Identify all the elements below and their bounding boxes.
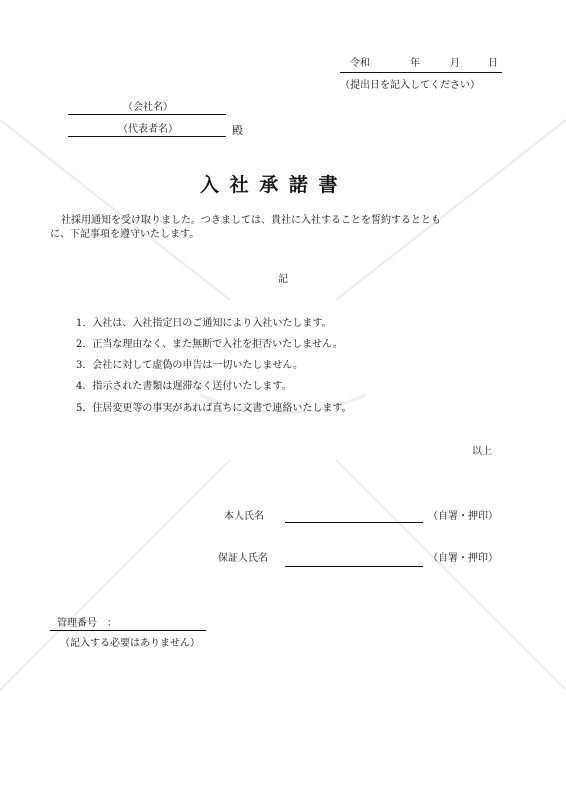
list-item: 1．入社は、入社指定日のご通知により入社いたします。: [76, 318, 332, 329]
guarantor-name-line[interactable]: [285, 566, 423, 567]
company-name-placeholder: （会社名）: [123, 102, 173, 113]
date-day: 日: [488, 58, 498, 69]
date-month: 月: [450, 58, 460, 69]
self-seal-note: （自署・押印）: [428, 511, 498, 522]
intro-line-2: に、下記事項を遵守いたします。: [50, 229, 200, 240]
date-note: （提出日を記入してください）: [340, 80, 480, 91]
company-name-line: [68, 114, 226, 115]
ki-heading: 記: [278, 274, 288, 285]
intro-line-1: 社採用通知を受け取りました。つきましては、貴社に入社することを誓約するととも: [61, 215, 441, 226]
list-item: 4．指示された書類は遅滞なく送付いたします。: [76, 381, 292, 392]
date-year: 年: [410, 58, 420, 69]
guarantor-name-label: 保証人氏名: [218, 553, 268, 564]
list-item: 2．正当な理由なく、また無断で入社を拒否いたしません。: [76, 339, 343, 350]
guarantor-seal-note: （自署・押印）: [428, 553, 498, 564]
management-number-line: [50, 630, 206, 631]
closing-ijou: 以上: [472, 446, 492, 457]
management-number-note: （記入する必要はありません）: [60, 638, 200, 649]
list-item: 5．住居変更等の事実があれば直ちに文書で連絡いたします。: [76, 403, 352, 414]
honorific: 殿: [232, 124, 243, 137]
self-name-line[interactable]: [285, 522, 423, 523]
representative-name-line: [68, 136, 226, 137]
date-underline: [340, 72, 502, 73]
date-era: 令和: [350, 58, 370, 69]
document-title: 入 社 承 諾 書: [200, 174, 340, 196]
self-name-label: 本人氏名: [224, 511, 264, 522]
list-item: 3．会社に対して虚偽の申告は一切いたしません。: [76, 360, 303, 371]
management-number-label: 管理番号 ：: [57, 618, 117, 629]
representative-name-placeholder: （代表者名）: [118, 124, 178, 135]
